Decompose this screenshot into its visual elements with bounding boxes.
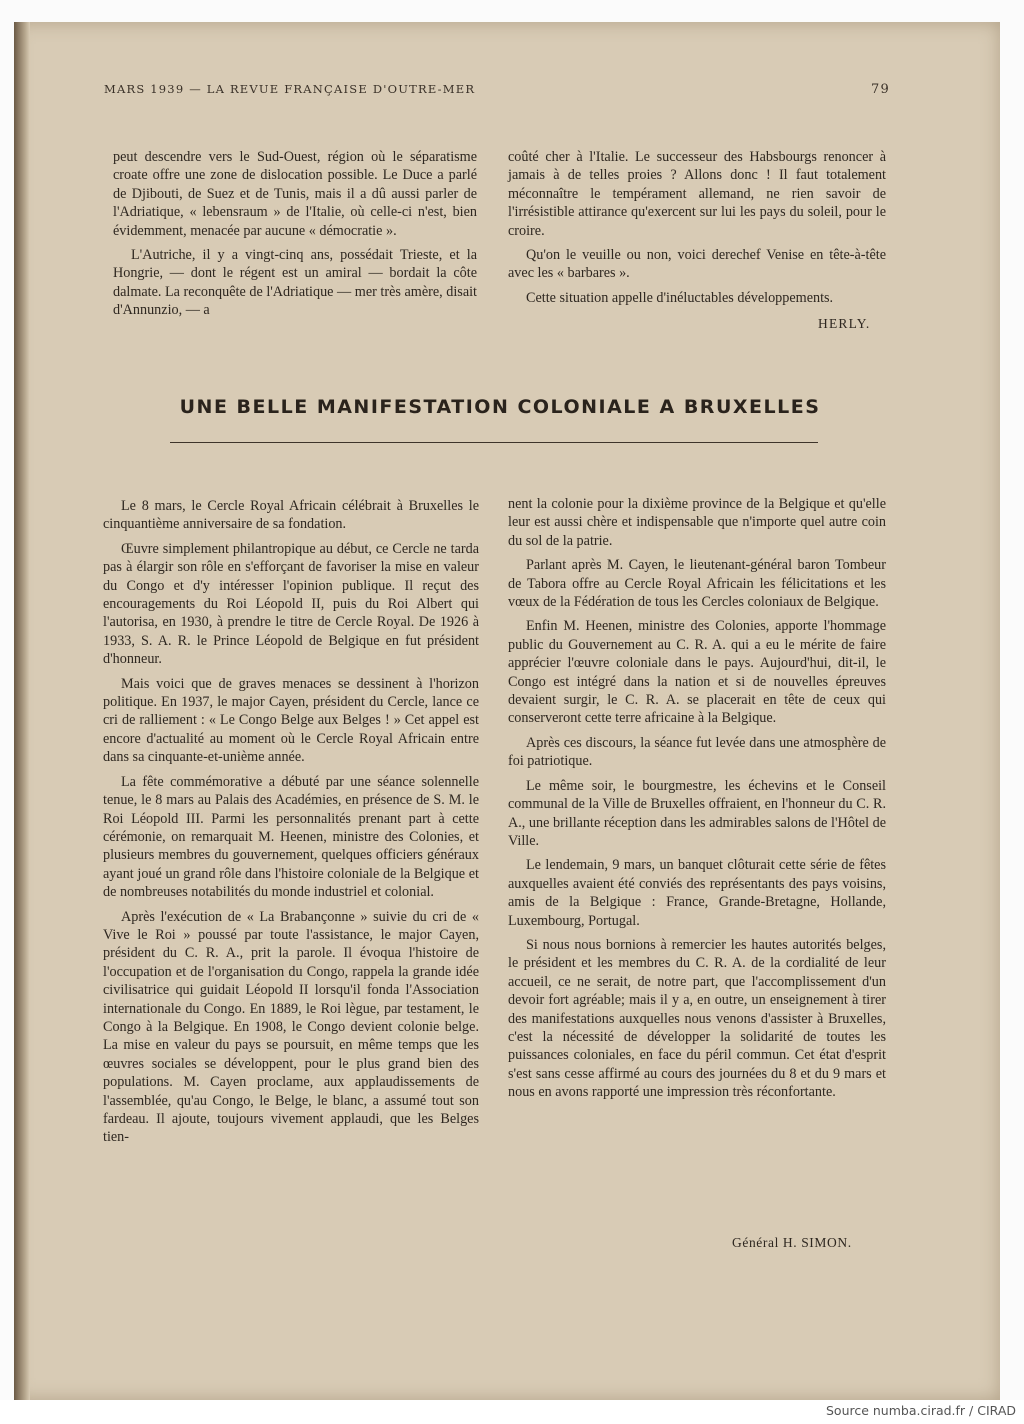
paragraph: Qu'on le veuille ou non, voici derechef Venise en tête-à-tête avec les « barbares ». [508,247,886,282]
binding-spine [14,22,30,1400]
paragraph: Mais voici que de graves menaces se dessinent à l'horizon politique. En 1937, le major Cayen, président du Cercle, lance ce cri de ralliement : « Le Congo Belge aux Belges ! » Cet appel est encore d'actualité au moment où le Cercle Royal Africain entre dans sa cinquante-et-unième année. [103,675,479,766]
paragraph: Le même soir, le bourgmestre, les échevins et le Conseil communal de la Ville de Bruxelles offraient, en l'honneur du C. R. A., une brillante réception dans les admirables salons de l'Hôtel de Ville. [508,777,886,849]
paragraph: nent la colonie pour la dixième province de la Belgique et qu'elle leur est aussi chère et indispensable que n'importe quel autre coin du sol de la patrie. [508,496,886,549]
title-rule [170,442,818,443]
paragraph: Après l'exécution de « La Brabançonne » suivie du cri de « Vive le Roi » poussé par toute l'assistance, le major Cayen, président du C. R. A., prit la parole. Il évoqua l'histoire de l'occupation et de l'organisation du Congo, rappela la grande idée civilisatrice qui guidait Léopold II lorsqu'il fonda l'Association internationale du Congo. En 1889, le Roi lègue, par testament, le Congo à la Belgique. En 1908, le Congo devient colonie belge. La mise en valeur du pays se poursuit, en même temps que les œuvres sociales se développent, pour le plus grand bien des populations. M. Cayen proclame, aux applaudissements de l'assemblée, qu'au Congo, le Belge, le blanc, a assumé tout son fardeau. Il ajoute, toujours vivement applaudi, que les Belges tien- [103,908,479,1146]
article-right-column [508,495,886,1108]
header-publication: MARS 1939 — LA REVUE FRANÇAISE D'OUTRE-MER [104,82,476,96]
paragraph: Cette situation appelle d'inéluctables développements. [526,289,834,306]
top-left-column [113,148,477,326]
source-credit: Source numba.cirad.fr / CIRAD [825,1403,1016,1418]
paragraph: Après ces discours, la séance fut levée dans une atmosphère de foi patriotique. [508,734,886,770]
article-title: UNE BELLE MANIFESTATION COLONIALE A BRUXELLES [179,396,821,418]
paragraph: La fête commémorative a débuté par une séance solennelle tenue, le 8 mars au Palais des Académies, en présence de S. M. le Roi Léopold III. Parmi les personnalités prenant part à cette cérémonie, on remarquait M. Heenen, ministre des Colonies, et plusieurs membres du gouvernement, quelques officiers généraux ayant joué un grand rôle dans l'histoire coloniale de la Belgique et de nombreuses notabilités du monde industriel et colonial. [103,773,479,901]
page-number: 79 [871,82,890,97]
paragraph: peut descendre vers le Sud-Ouest, région où le séparatisme croate offre une zone de dislocation possible. Le Duce a parlé de Djibouti, de Suez et de Tunis, mais il a dû aussi parler de l'Adriatique, « lebensraum » de l'Italie, où celle-ci n'est, bien évidemment, menacée par aucune « démocratie ». [113,149,477,239]
paragraph: Enfin M. Heenen, ministre des Colonies, apporte l'hommage public du Gouvernement au C. R. A. qui a eu le mérite de faire apprécier l'œuvre coloniale dans le pays. Aujourd'hui, dit-il, le Congo est intégré dans la nation et si de nouvelles épreuves devaient surgir, le C. R. A. se placerait en tête de ceux qui conserveront cette terre africaine à la Belgique. [508,618,886,727]
paragraph: Œuvre simplement philantropique au début, ce Cercle ne tarda pas à élargir son rôle en s'efforçant de favoriser la mise en valeur du Congo et d'y intéresser l'opinion publique. Il reçut des encouragements du Roi Léopold II, puis du Roi Albert qui l'autorisa, en 1930, à prendre le titre de Cercle Royal. De 1926 à 1933, S. A. R. le Prince Léopold de Belgique en fut président d'honneur. [103,540,479,668]
paragraph: Le 8 mars, le Cercle Royal Africain célébrait à Bruxelles le cinquantième anniversaire de sa fondation. [103,498,479,533]
top-right-column [508,148,886,313]
paragraph: Si nous nous bornions à remercier les hautes autorités belges, le président et les membres du C. R. A. de la cordialité de leur accueil, ce ne serait, de notre part, que l'accomplissement d'un devoir fort agréable; mais il y a, en outre, un enseignement à tirer des manifestations auxquelles nous venons d'assister à Bruxelles, c'est la nécessité de développer la solidarité de toutes les puissances coloniales, en face du péril commun. Cet état d'esprit s'est sans cesse affirmé au cours des journées du 8 et du 9 mars et nous en avons rapporté une impression très réconfortante. [508,936,886,1101]
paragraph: coûté cher à l'Italie. Le successeur des Habsbourgs renoncer à jamais à de telles proies ? Allons donc ! Il faut totalement méconnaître le tempérament allemand, ne rien savoir de l'irrésistible attirance qu'exercent sur lui les pays du soleil, pour le croire. [508,149,886,239]
paragraph: Parlant après M. Cayen, le lieutenant-général baron Tombeur de Tabora offre au Cercle Royal Africain les félicitations et les vœux de la Fédération de tous les Cercles coloniaux de Belgique. [508,557,886,611]
article-left-column [103,497,479,1153]
paragraph: L'Autriche, il y a vingt-cinq ans, possédait Trieste, et la Hongrie, — dont le régent est un amiral — bordait la côte dalmate. La reconquête de l'Adriatique — mer très amère, disait d'Annunzio, — a [113,247,477,319]
signature-simon: Général H. SIMON. [732,1235,852,1250]
paragraph: Le lendemain, 9 mars, un banquet clôturait cette série de fêtes auxquelles avaient été conviés des représentants des pays voisins, amis de la Belgique : France, Grande-Bretagne, Hollande, Luxembourg, Portugal. [508,857,886,929]
signature-herly: HERLY. [818,316,871,331]
